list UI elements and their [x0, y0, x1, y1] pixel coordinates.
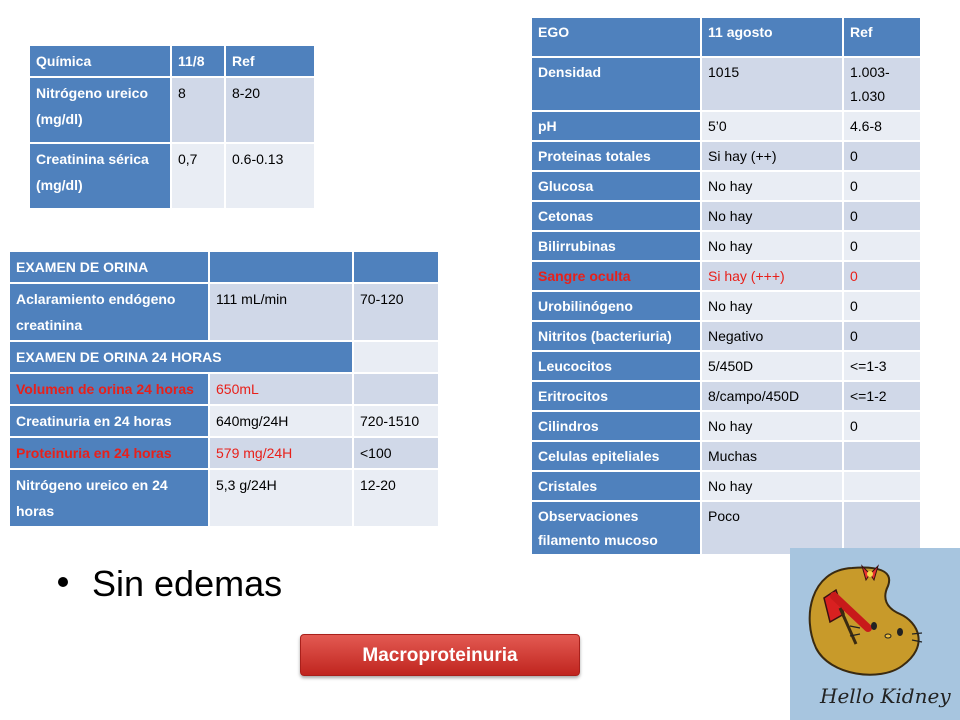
urine-exam-table [8, 250, 440, 528]
row-label: Nitritos (bacteriuria) [532, 322, 700, 350]
table-row [30, 78, 314, 142]
table-header-row [10, 342, 438, 372]
table-cell: Negativo [702, 322, 842, 350]
table-cell: <=1-2 [844, 382, 920, 410]
table-cell: 8 [172, 78, 224, 142]
table-row [532, 142, 920, 170]
table-cell [354, 374, 438, 404]
row-label: Cilindros [532, 412, 700, 440]
table-cell: Poco [702, 502, 842, 554]
table-cell: 0 [844, 412, 920, 440]
table-cell: 0.6-0.13 [226, 144, 314, 208]
table-row [532, 172, 920, 200]
section-title: EXAMEN DE ORINA [10, 252, 208, 282]
section-subtitle: EXAMEN DE ORINA 24 HORAS [10, 342, 352, 372]
table-cell: 8/campo/450D [702, 382, 842, 410]
table-cell: 0 [844, 142, 920, 170]
row-label: Observaciones filamento mucoso [532, 502, 700, 554]
quimica-table [28, 44, 316, 210]
table-row [532, 442, 920, 470]
table-row [532, 412, 920, 440]
table-header-row [30, 46, 314, 76]
header-cell [354, 252, 438, 282]
header-cell: 11/8 [172, 46, 224, 76]
table-cell: 579 mg/24H [210, 438, 352, 468]
table-cell: 0 [844, 292, 920, 320]
row-label: Nitrógeno ureico (mg/dl) [30, 78, 170, 142]
table-row [10, 406, 438, 436]
header-cell: 11 agosto [702, 18, 842, 56]
table-cell: 0 [844, 262, 920, 290]
bullet-text: Sin edemas [92, 563, 283, 604]
table-cell: 0 [844, 202, 920, 230]
row-label: Sangre oculta [532, 262, 700, 290]
row-label: Volumen de orina 24 horas [10, 374, 208, 404]
header-cell: Química [30, 46, 170, 76]
header-cell: Ref [226, 46, 314, 76]
table-row [532, 382, 920, 410]
header-cell: Ref [844, 18, 920, 56]
row-label: Densidad [532, 58, 700, 110]
row-label: Proteinas totales [532, 142, 700, 170]
table-cell: Muchas [702, 442, 842, 470]
bullet-dot-icon [58, 577, 68, 587]
table-cell: 12-20 [354, 470, 438, 526]
table-cell [844, 442, 920, 470]
table-row [10, 374, 438, 404]
row-label: Glucosa [532, 172, 700, 200]
bullet-point [58, 563, 282, 605]
table-row [532, 112, 920, 140]
table-row [10, 438, 438, 468]
image-caption: Hello Kidney [820, 684, 951, 708]
table-row [532, 472, 920, 500]
table-cell: 0 [844, 322, 920, 350]
table-cell: 1015 [702, 58, 842, 110]
table-row [532, 502, 920, 554]
table-cell: 5’0 [702, 112, 842, 140]
row-label: Proteinuria en 24 horas [10, 438, 208, 468]
table-row [10, 284, 438, 340]
row-label: Creatinina sérica (mg/dl) [30, 144, 170, 208]
table-header-row [532, 18, 920, 56]
table-cell: 0 [844, 172, 920, 200]
table-row [532, 58, 920, 110]
hello-kidney-image [790, 548, 960, 720]
row-label: Aclaramiento endógeno creatinina [10, 284, 208, 340]
table-cell: No hay [702, 172, 842, 200]
table-row [532, 322, 920, 350]
table-row [10, 470, 438, 526]
table-cell: Si hay (++) [702, 142, 842, 170]
ego-table [530, 16, 922, 556]
table-cell: 8-20 [226, 78, 314, 142]
table-row [30, 144, 314, 208]
row-label: Leucocitos [532, 352, 700, 380]
table-cell: No hay [702, 292, 842, 320]
row-label: Celulas epiteliales [532, 442, 700, 470]
table-cell: 640mg/24H [210, 406, 352, 436]
table-row [532, 352, 920, 380]
table-cell: 70-120 [354, 284, 438, 340]
header-cell: EGO [532, 18, 700, 56]
row-label: Nitrógeno ureico en 24 horas [10, 470, 208, 526]
table-cell [844, 502, 920, 554]
table-cell: 5,3 g/24H [210, 470, 352, 526]
table-cell: <=1-3 [844, 352, 920, 380]
table-cell: No hay [702, 472, 842, 500]
table-cell: 5/450D [702, 352, 842, 380]
table-row [532, 202, 920, 230]
table-row [532, 292, 920, 320]
row-label: Creatinuria en 24 horas [10, 406, 208, 436]
table-cell [844, 472, 920, 500]
table-cell: 1.003-1.030 [844, 58, 920, 110]
table-cell: No hay [702, 412, 842, 440]
table-cell: 650mL [210, 374, 352, 404]
header-cell [210, 252, 352, 282]
table-row [532, 232, 920, 260]
table-cell: No hay [702, 202, 842, 230]
row-label: Cristales [532, 472, 700, 500]
row-label: Eritrocitos [532, 382, 700, 410]
table-cell: 0,7 [172, 144, 224, 208]
table-cell: <100 [354, 438, 438, 468]
table-cell: 0 [844, 232, 920, 260]
macroproteinuria-button[interactable]: Macroproteinuria [300, 634, 580, 676]
table-cell: Si hay (+++) [702, 262, 842, 290]
row-label: Urobilinógeno [532, 292, 700, 320]
row-label: pH [532, 112, 700, 140]
row-label: Cetonas [532, 202, 700, 230]
table-cell [354, 342, 438, 372]
table-header-row [10, 252, 438, 282]
table-row [532, 262, 920, 290]
table-cell: 720-1510 [354, 406, 438, 436]
table-cell: 4.6-8 [844, 112, 920, 140]
table-cell: No hay [702, 232, 842, 260]
row-label: Bilirrubinas [532, 232, 700, 260]
table-cell: 111 mL/min [210, 284, 352, 340]
